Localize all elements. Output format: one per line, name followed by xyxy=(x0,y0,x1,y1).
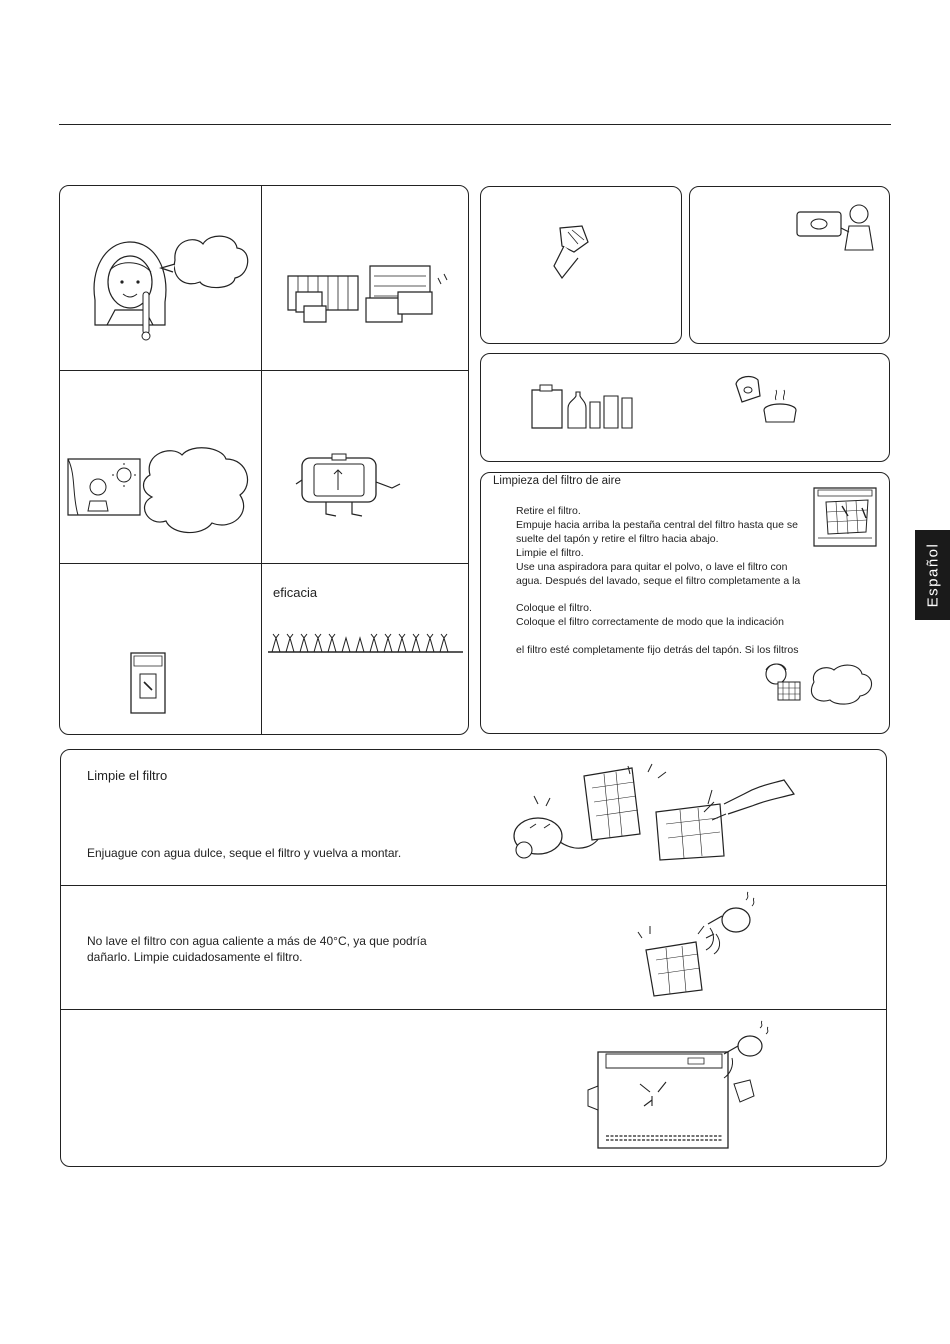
indoor-unit-filter-illustration xyxy=(812,486,878,548)
vacuum-filter-illustration xyxy=(508,764,798,864)
flower-row-illustration xyxy=(268,630,463,656)
filter-care-divider-2 xyxy=(61,1009,886,1010)
filter-care-divider-1 xyxy=(61,885,886,886)
heater-steam-illustration xyxy=(732,374,804,426)
hand-cloth-illustration xyxy=(548,222,598,280)
remote-character-illustration xyxy=(296,450,406,525)
grid-divider-vertical xyxy=(261,186,262,734)
grid-divider-row2 xyxy=(60,563,468,564)
hot-water-warning-line2: dañarlo. Limpie cuidadosamente el filtro. xyxy=(87,950,303,964)
filter-step-install-detail-2: el filtro esté completamente fijo detrás del tapón. Si los filtros xyxy=(516,644,799,656)
efficacy-label: eficacia xyxy=(273,585,318,600)
filter-step-clean-detail-1: Use una aspiradora para quitar el polvo, o lave el filtro con xyxy=(516,561,788,573)
bottles-illustration xyxy=(530,384,636,430)
hot-water-filter-illustration xyxy=(636,894,756,998)
circuit-breaker-icon xyxy=(130,652,170,716)
boxes-units-illustration xyxy=(278,262,453,324)
clean-filter-title: Limpie el filtro xyxy=(87,768,168,783)
grid-divider-row1 xyxy=(60,370,468,371)
window-sun-illustration xyxy=(62,445,257,540)
rinse-instruction: Enjuague con agua dulce, seque el filtro y vuelva a montar. xyxy=(87,846,402,860)
filter-step-clean-detail-2: agua. Después del lavado, seque el filtro completamente a la xyxy=(516,575,801,587)
hot-water-warning-line1: No lave el filtro con agua caliente a más de 40°C, ya que podría xyxy=(87,934,427,948)
filter-cleaning-title: Limpieza del filtro de aire xyxy=(493,475,621,487)
filter-step-install: Coloque el filtro. xyxy=(516,602,592,614)
filter-step-clean: Limpie el filtro. xyxy=(516,547,584,559)
language-tab-label: Español xyxy=(924,542,941,608)
girl-filter-cloud-illustration xyxy=(756,660,876,706)
header-rule xyxy=(59,124,891,125)
indoor-unit-hot-water-illustration xyxy=(584,1024,774,1152)
filter-step-remove-detail-1: Empuje hacia arriba la pestaña central del filtro hasta que se xyxy=(516,519,798,531)
language-tab[interactable] xyxy=(915,530,950,620)
girl-thermometer-illustration xyxy=(85,230,255,350)
filter-step-remove: Retire el filtro. xyxy=(516,505,581,517)
filter-step-install-detail-1: Coloque el filtro correctamente de modo que la indicación xyxy=(516,616,784,628)
filter-step-remove-detail-2: suelte del tapón y retire el filtro hacia abajo. xyxy=(516,533,719,545)
unit-girl-illustration xyxy=(795,200,885,256)
